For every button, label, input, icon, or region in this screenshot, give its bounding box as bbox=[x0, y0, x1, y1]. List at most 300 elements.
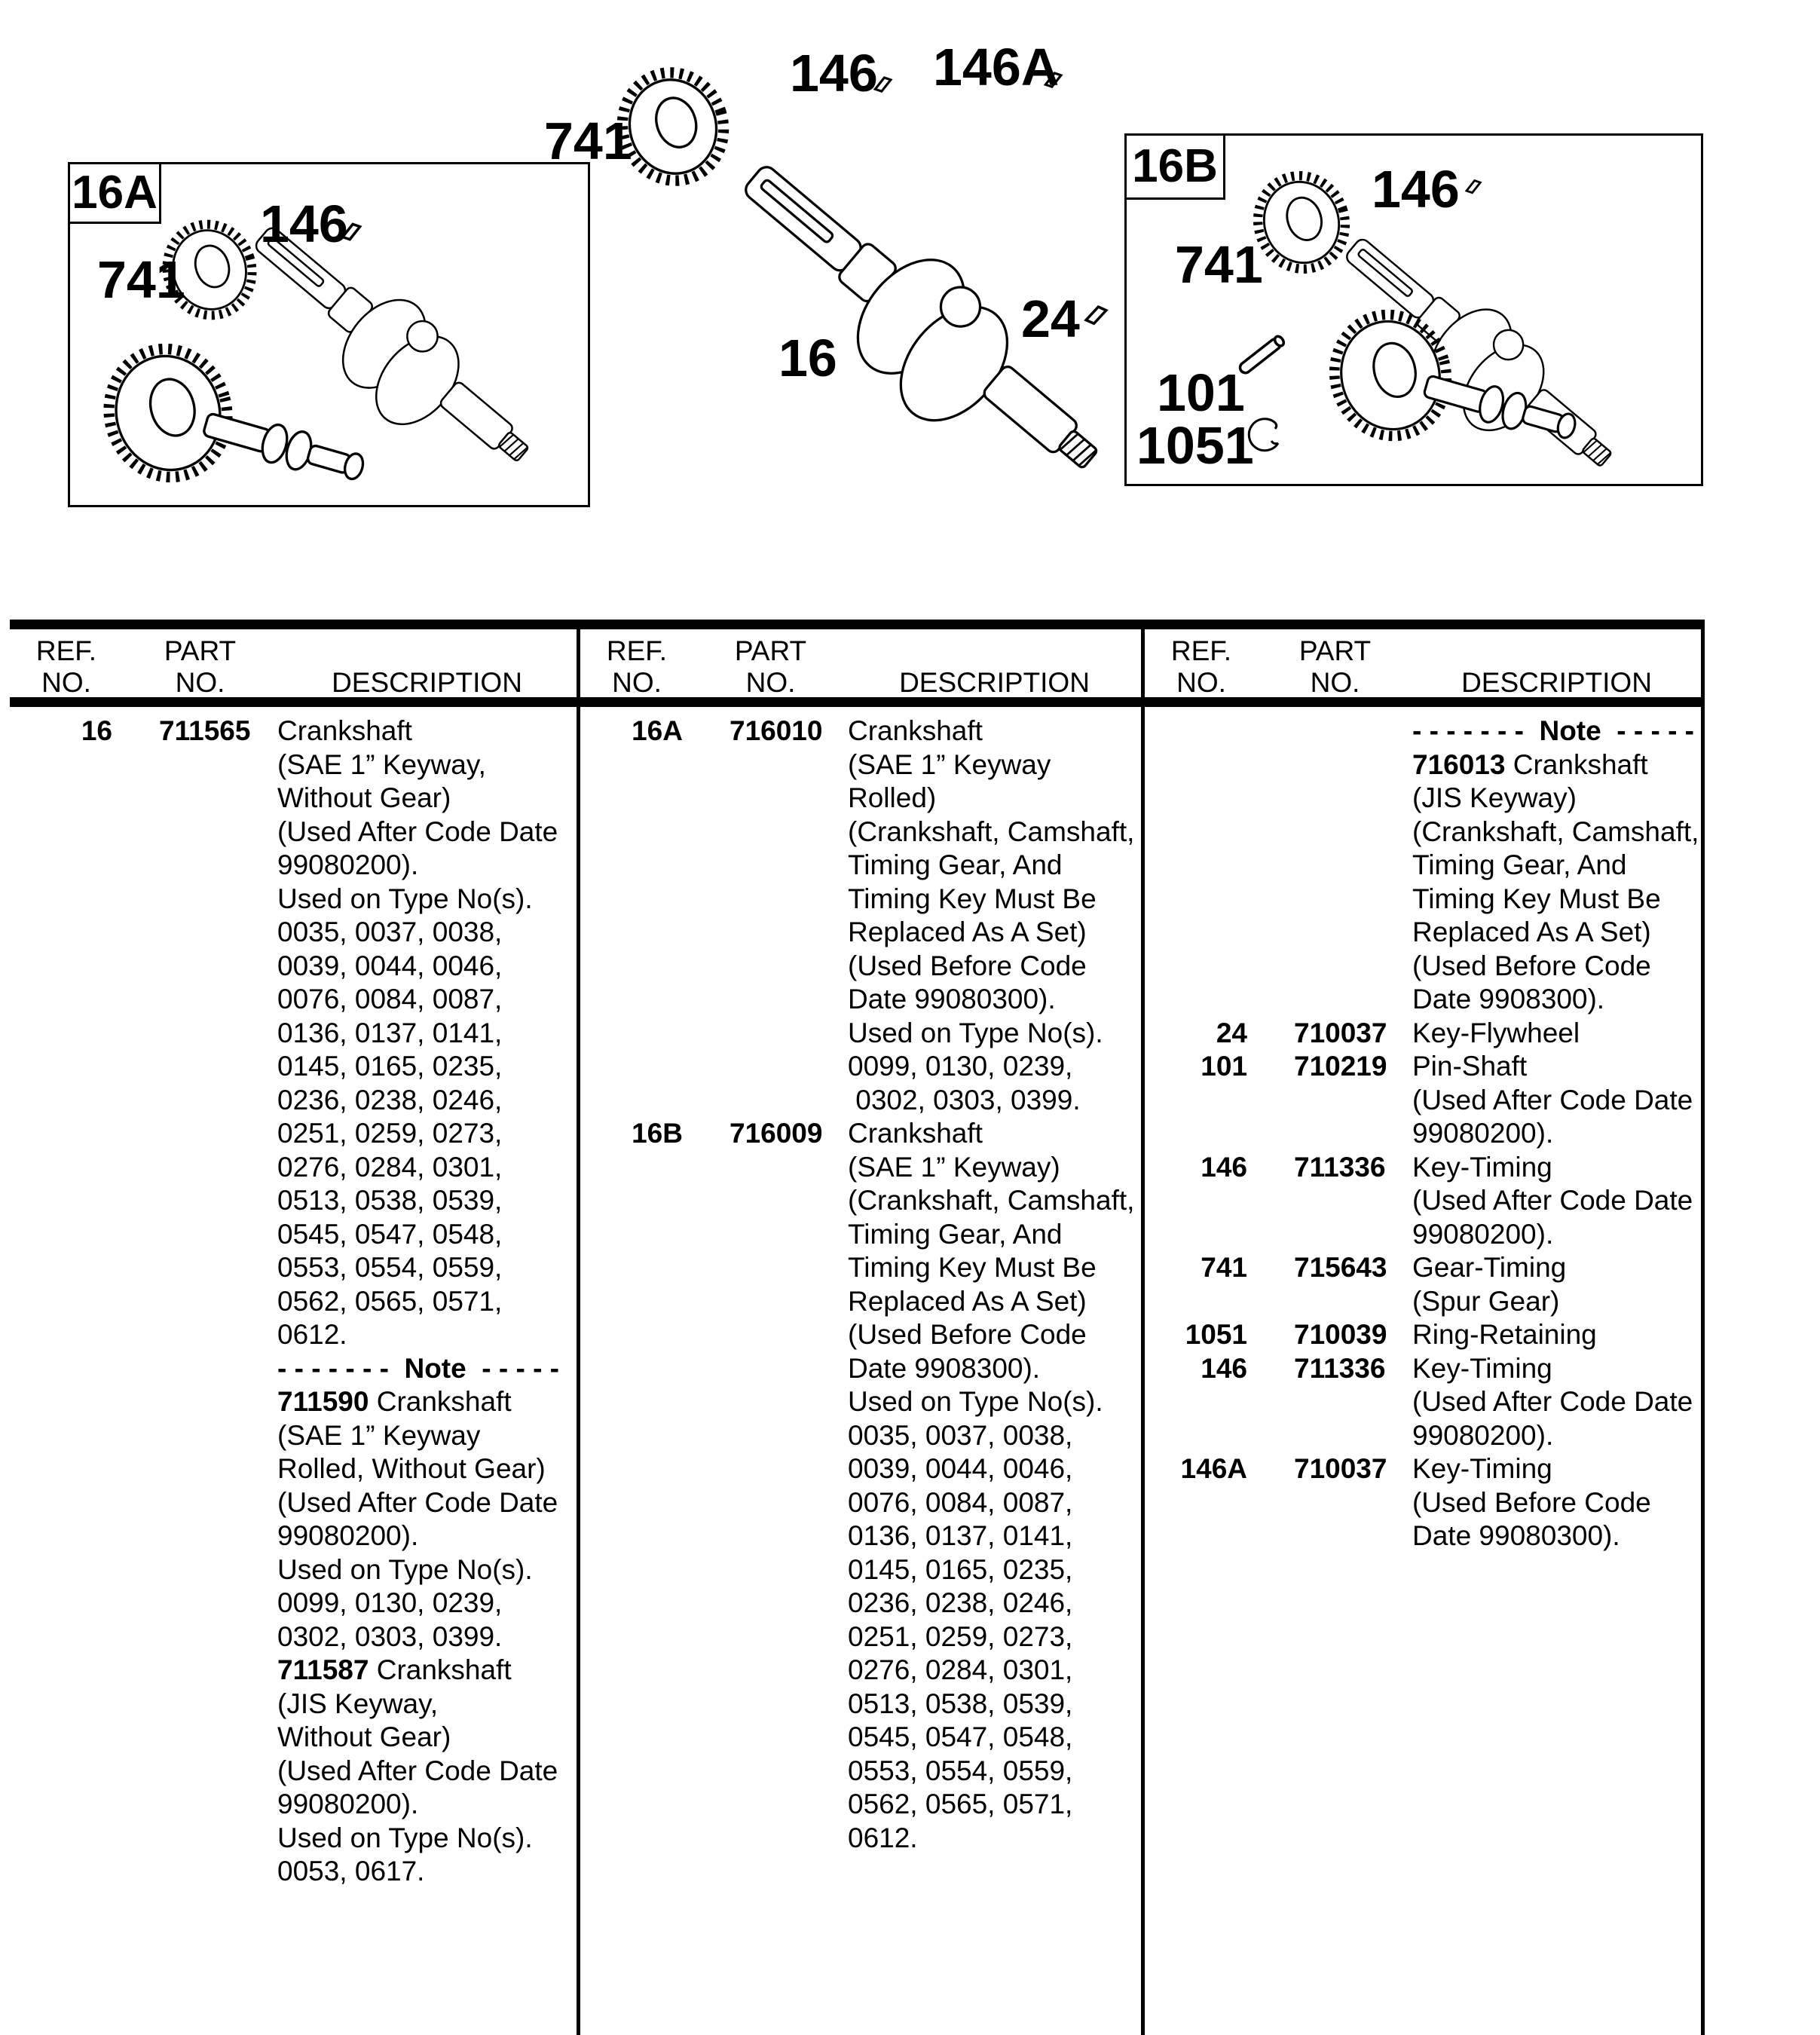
description-cell: 0099, 0130, 0239, bbox=[848, 1051, 1073, 1082]
table-row bbox=[1145, 1419, 1701, 1453]
part-no-cell bbox=[1258, 1184, 1412, 1218]
ref-no-cell bbox=[580, 883, 693, 917]
ref-no-cell bbox=[1145, 782, 1258, 816]
table-row bbox=[580, 1788, 1141, 1822]
table-row bbox=[580, 1654, 1141, 1688]
description-cell: 0145, 0165, 0235, bbox=[848, 1553, 1073, 1585]
ref-no-cell bbox=[1145, 950, 1258, 984]
diagram-box-16b bbox=[1124, 133, 1703, 486]
table-row bbox=[10, 1385, 577, 1419]
part-no-cell bbox=[123, 1553, 277, 1587]
ref-no-cell bbox=[10, 1385, 123, 1419]
key-icon bbox=[1084, 305, 1109, 325]
ref-no-cell bbox=[10, 1587, 123, 1620]
description-cell: 0053, 0617. bbox=[277, 1856, 425, 1887]
ref-no-cell bbox=[10, 1519, 123, 1553]
description-cell: (SAE 1” Keyway bbox=[277, 1419, 481, 1451]
part-no-cell bbox=[123, 983, 277, 1017]
description-cell: 0612. bbox=[277, 1319, 347, 1350]
table-row bbox=[580, 1587, 1141, 1620]
part-no-cell bbox=[693, 1519, 848, 1553]
description-cell: Gear-Timing bbox=[1412, 1252, 1567, 1283]
description-cell: Key-Flywheel bbox=[1412, 1017, 1580, 1048]
description-cell: 0513, 0538, 0539, bbox=[277, 1185, 503, 1216]
part-no-cell bbox=[123, 1486, 277, 1520]
part-no-cell bbox=[123, 1352, 277, 1386]
part-no-cell bbox=[693, 1721, 848, 1755]
ref-no-header: REF. NO. bbox=[35, 635, 97, 698]
table-row bbox=[1145, 1352, 1701, 1386]
ref-no-cell bbox=[1145, 1285, 1258, 1319]
ref-no-cell bbox=[1145, 916, 1258, 950]
table-row bbox=[10, 1822, 577, 1856]
description-cell: 0145, 0165, 0235, bbox=[277, 1051, 503, 1082]
description-cell: 99080200). bbox=[1412, 1419, 1554, 1451]
part-no-cell bbox=[693, 1486, 848, 1520]
ref-no-cell bbox=[10, 1017, 123, 1051]
description-cell: (Used After Code Date bbox=[1412, 1084, 1693, 1115]
part-no-cell bbox=[1258, 1285, 1412, 1319]
part-no-cell bbox=[123, 1822, 277, 1856]
part-no-cell bbox=[693, 1084, 848, 1118]
ref-no-cell bbox=[10, 1419, 123, 1453]
part-no-cell bbox=[1258, 782, 1412, 816]
description-cell: Crankshaft bbox=[848, 1118, 983, 1149]
ref-no-cell bbox=[580, 983, 693, 1017]
callout-741: 741 bbox=[544, 112, 632, 170]
ref-no-cell bbox=[10, 1452, 123, 1486]
part-no-cell bbox=[123, 1218, 277, 1252]
part-no-cell bbox=[123, 1620, 277, 1654]
description-cell: 0251, 0259, 0273, bbox=[848, 1620, 1073, 1652]
description-cell: 0513, 0538, 0539, bbox=[848, 1688, 1073, 1719]
camshaft-icon bbox=[95, 335, 368, 490]
table-row bbox=[10, 1117, 577, 1151]
ref-no-cell bbox=[1145, 748, 1258, 782]
table-row bbox=[1145, 782, 1701, 816]
ref-no-cell bbox=[10, 1486, 123, 1520]
part-no-cell bbox=[123, 1050, 277, 1084]
part-no-cell bbox=[693, 983, 848, 1017]
part-no-cell bbox=[123, 1788, 277, 1822]
ref-no-cell bbox=[10, 1251, 123, 1285]
description-cell: Key-Timing bbox=[1412, 1453, 1552, 1484]
table-row bbox=[10, 1788, 577, 1822]
ref-no-cell bbox=[580, 1553, 693, 1587]
description-cell: 0236, 0238, 0246, bbox=[848, 1587, 1073, 1618]
part-no-cell bbox=[1258, 883, 1412, 917]
ref-no-cell bbox=[580, 748, 693, 782]
description-cell: Timing Key Must Be bbox=[848, 883, 1097, 914]
ref-no-cell bbox=[1145, 883, 1258, 917]
callout-146: 146 bbox=[1372, 160, 1460, 219]
part-no-cell bbox=[1258, 916, 1412, 950]
ref-no-cell bbox=[580, 1755, 693, 1789]
part-no-cell bbox=[693, 1151, 848, 1185]
part-no-cell bbox=[693, 1755, 848, 1789]
part-no-cell bbox=[1258, 1117, 1412, 1151]
ref-no-cell bbox=[10, 983, 123, 1017]
table-row bbox=[10, 883, 577, 917]
description-cell: Pin-Shaft bbox=[1412, 1051, 1528, 1082]
part-no-cell bbox=[123, 1318, 277, 1352]
ref-no-cell bbox=[10, 1117, 123, 1151]
ref-no-cell bbox=[580, 1285, 693, 1319]
table-row bbox=[10, 1855, 577, 1889]
part-no-cell bbox=[123, 1117, 277, 1151]
table-row bbox=[580, 1519, 1141, 1553]
description-cell: 0039, 0044, 0046, bbox=[848, 1453, 1073, 1484]
part-no-cell: 716009 bbox=[730, 1118, 823, 1149]
table-row bbox=[10, 1017, 577, 1051]
table-row bbox=[10, 1553, 577, 1587]
table-row bbox=[580, 1151, 1141, 1185]
part-no-cell bbox=[693, 1452, 848, 1486]
ref-no-cell bbox=[10, 1755, 123, 1789]
callout-146: 146 bbox=[790, 44, 878, 103]
column-header bbox=[10, 635, 577, 699]
part-no-cell: 711565 bbox=[159, 715, 251, 746]
description-cell: 0035, 0037, 0038, bbox=[848, 1419, 1073, 1451]
part-no-cell bbox=[1258, 1218, 1412, 1252]
part-no-cell bbox=[123, 1251, 277, 1285]
ref-no-cell bbox=[580, 1251, 693, 1285]
ref-no-cell bbox=[10, 1721, 123, 1755]
table-row bbox=[580, 1050, 1141, 1084]
part-no-cell bbox=[693, 1553, 848, 1587]
table-row bbox=[10, 849, 577, 883]
table-row bbox=[580, 1553, 1141, 1587]
part-no-cell bbox=[123, 1519, 277, 1553]
description-cell: (JIS Keyway, bbox=[277, 1688, 439, 1719]
description-cell: Rolled, Without Gear) bbox=[277, 1453, 546, 1484]
ref-no-cell: 16B bbox=[632, 1118, 683, 1149]
table-row bbox=[1145, 748, 1701, 782]
callout-741: 741 bbox=[97, 250, 185, 309]
ref-no-header: REF. NO. bbox=[1170, 635, 1232, 698]
description-cell: (Used After Code Date bbox=[277, 1755, 558, 1786]
callout-16: 16 bbox=[778, 329, 837, 387]
table-row bbox=[580, 1251, 1141, 1285]
table-row bbox=[580, 1452, 1141, 1486]
description-header: DESCRIPTION bbox=[1461, 667, 1652, 698]
description-cell: Date 9908300). bbox=[848, 1352, 1041, 1384]
part-no-cell bbox=[693, 1218, 848, 1252]
table-top-border bbox=[10, 620, 1705, 629]
part-no-cell bbox=[693, 1822, 848, 1856]
diagram-box-16a bbox=[68, 162, 590, 507]
table-row bbox=[1145, 1218, 1701, 1252]
ref-no-cell bbox=[580, 1151, 693, 1185]
description-cell: Without Gear) bbox=[277, 782, 451, 813]
description-cell: Used on Type No(s). bbox=[848, 1386, 1103, 1417]
part-no-cell bbox=[123, 916, 277, 950]
part-no-cell bbox=[1258, 748, 1412, 782]
ref-no-cell bbox=[10, 1553, 123, 1587]
table-row bbox=[580, 1620, 1141, 1654]
table-row bbox=[580, 1385, 1141, 1419]
ref-no-cell bbox=[1145, 816, 1258, 849]
table-row bbox=[10, 1318, 577, 1352]
description-cell: Date 99080300). bbox=[1412, 1520, 1620, 1551]
description-cell: Key-Timing bbox=[1412, 1151, 1552, 1183]
ref-no-cell bbox=[10, 1285, 123, 1319]
part-no-cell bbox=[693, 1587, 848, 1620]
ref-no-cell bbox=[10, 916, 123, 950]
ref-no-cell bbox=[580, 1084, 693, 1118]
pin-icon bbox=[1238, 335, 1286, 375]
ref-no-cell bbox=[10, 950, 123, 984]
table-row bbox=[1145, 1117, 1701, 1151]
diagram-middle-16 bbox=[528, 30, 1123, 491]
description-cell: Timing Gear, And bbox=[1412, 849, 1627, 880]
ref-no-cell bbox=[580, 1352, 693, 1386]
part-no-cell bbox=[693, 916, 848, 950]
table-row bbox=[1145, 950, 1701, 984]
ref-no-cell bbox=[1145, 1084, 1258, 1118]
table-row bbox=[1145, 1050, 1701, 1084]
ref-no-cell bbox=[580, 1721, 693, 1755]
part-no-cell bbox=[693, 1688, 848, 1721]
table-row bbox=[1145, 1184, 1701, 1218]
part-no-cell bbox=[693, 1385, 848, 1419]
part-no-cell bbox=[123, 1385, 277, 1419]
part-no-cell: 715643 bbox=[1294, 1252, 1387, 1283]
description-cell: (Spur Gear) bbox=[1412, 1285, 1560, 1317]
part-no-cell bbox=[1258, 950, 1412, 984]
table-row bbox=[10, 1452, 577, 1486]
ref-no-cell: 16A bbox=[632, 715, 683, 746]
table-right-border bbox=[1701, 620, 1705, 2035]
table-row bbox=[10, 1184, 577, 1218]
parts-list-column-1 bbox=[10, 715, 577, 1889]
description-cell: (Used After Code Date bbox=[277, 1486, 558, 1518]
ref-no-cell bbox=[10, 1788, 123, 1822]
description-cell: (Used Before Code bbox=[848, 950, 1087, 981]
ref-no-cell: 101 bbox=[1201, 1051, 1247, 1082]
description-cell: (Used After Code Date bbox=[1412, 1386, 1693, 1417]
ref-no-cell bbox=[10, 1184, 123, 1218]
table-row bbox=[1145, 1285, 1701, 1319]
description-cell: Timing Gear, And bbox=[848, 849, 1063, 880]
table-row bbox=[1145, 715, 1701, 748]
table-row bbox=[1145, 1519, 1701, 1553]
description-cell: Replaced As A Set) bbox=[848, 917, 1087, 947]
table-row bbox=[10, 715, 577, 748]
table-row bbox=[1145, 1318, 1701, 1352]
part-no-cell: 710037 bbox=[1294, 1453, 1387, 1484]
table-row bbox=[1145, 1151, 1701, 1185]
ref-no-cell bbox=[1145, 1419, 1258, 1453]
table-row bbox=[10, 1419, 577, 1453]
ref-no-cell bbox=[1145, 1117, 1258, 1151]
part-no-cell bbox=[123, 1721, 277, 1755]
column-header bbox=[1145, 635, 1701, 699]
part-no-cell bbox=[693, 1620, 848, 1654]
part-no-cell bbox=[123, 950, 277, 984]
part-no-cell bbox=[123, 782, 277, 816]
table-row bbox=[580, 816, 1141, 849]
table-row bbox=[10, 1084, 577, 1118]
part-no-cell bbox=[693, 1419, 848, 1453]
ref-no-cell: 146 bbox=[1201, 1352, 1247, 1384]
description-cell: Used on Type No(s). bbox=[277, 1822, 533, 1853]
description-cell: (Crankshaft, Camshaft, bbox=[848, 816, 1135, 847]
part-no-header: PART NO. bbox=[1298, 635, 1372, 698]
description-cell: Date 99080300). bbox=[848, 984, 1056, 1014]
part-no-cell bbox=[1258, 1385, 1412, 1419]
table-row bbox=[10, 950, 577, 984]
ref-no-cell: 146 bbox=[1201, 1151, 1247, 1183]
part-no-cell bbox=[693, 816, 848, 849]
part-no-cell bbox=[693, 1050, 848, 1084]
description-cell: Without Gear) bbox=[277, 1721, 451, 1752]
description-cell: (Used Before Code bbox=[1412, 950, 1651, 981]
part-no-cell bbox=[693, 1318, 848, 1352]
description-cell: 0136, 0137, 0141, bbox=[848, 1520, 1073, 1551]
description-cell: (SAE 1” Keyway, bbox=[277, 748, 486, 780]
description-cell: 0251, 0259, 0273, bbox=[277, 1118, 503, 1149]
description-cell: (Used After Code Date bbox=[277, 816, 558, 847]
table-row bbox=[580, 782, 1141, 816]
table-row bbox=[10, 1721, 577, 1755]
table-row bbox=[10, 748, 577, 782]
part-no-cell bbox=[123, 1419, 277, 1453]
ref-no-cell: 1051 bbox=[1185, 1319, 1247, 1350]
table-row bbox=[1145, 1486, 1701, 1520]
callout-146: 146 bbox=[260, 194, 348, 253]
description-cell: 0076, 0084, 0087, bbox=[848, 1486, 1073, 1518]
description-cell: 0039, 0044, 0046, bbox=[277, 950, 503, 981]
ref-no-cell bbox=[580, 1218, 693, 1252]
table-row bbox=[10, 1050, 577, 1084]
description-cell: Date 9908300). bbox=[1412, 984, 1605, 1014]
part-no-cell bbox=[693, 1017, 848, 1051]
table-row bbox=[10, 1519, 577, 1553]
description-cell: 0562, 0565, 0571, bbox=[848, 1789, 1073, 1819]
part-no-cell bbox=[123, 1755, 277, 1789]
part-no-cell bbox=[123, 1587, 277, 1620]
part-no-cell: 710037 bbox=[1294, 1017, 1387, 1048]
description-cell: 0136, 0137, 0141, bbox=[277, 1017, 503, 1048]
ref-no-cell bbox=[580, 1519, 693, 1553]
table-row bbox=[1145, 1385, 1701, 1419]
part-no-cell bbox=[1258, 816, 1412, 849]
table-row bbox=[580, 1285, 1141, 1319]
description-cell: 99080200). bbox=[277, 1789, 419, 1819]
description-cell: 0545, 0547, 0548, bbox=[277, 1218, 503, 1250]
description-cell: (Crankshaft, Camshaft, bbox=[1412, 816, 1699, 847]
part-no-cell bbox=[693, 1788, 848, 1822]
callout-101: 101 bbox=[1157, 363, 1245, 422]
description-cell: Timing Key Must Be bbox=[848, 1252, 1097, 1283]
table-row bbox=[580, 1755, 1141, 1789]
description-cell: Key-Timing bbox=[1412, 1352, 1552, 1384]
part-no-cell bbox=[693, 1251, 848, 1285]
part-no-cell bbox=[1258, 715, 1412, 748]
table-row bbox=[1145, 916, 1701, 950]
ref-no-cell bbox=[1145, 1218, 1258, 1252]
description-cell: (Used Before Code bbox=[848, 1319, 1087, 1350]
table-row bbox=[10, 1620, 577, 1654]
callout-1051: 1051 bbox=[1136, 416, 1254, 475]
description-cell: Rolled) bbox=[848, 782, 937, 813]
diagram-label-16a: 16A bbox=[68, 162, 161, 224]
table-row bbox=[1145, 1251, 1701, 1285]
table-row bbox=[580, 983, 1141, 1017]
part-no-cell bbox=[123, 1017, 277, 1051]
part-no-cell bbox=[123, 849, 277, 883]
description-cell: (Used Before Code bbox=[1412, 1486, 1651, 1518]
part-no-cell bbox=[693, 1654, 848, 1688]
table-row bbox=[580, 1419, 1141, 1453]
description-cell: 0302, 0303, 0399. bbox=[848, 1084, 1081, 1115]
ref-no-cell bbox=[10, 1050, 123, 1084]
callout-741: 741 bbox=[1175, 235, 1263, 294]
ref-no-cell: 16 bbox=[81, 715, 112, 746]
description-cell: 0076, 0084, 0087, bbox=[277, 984, 503, 1014]
ref-no-cell bbox=[10, 816, 123, 849]
part-no-cell bbox=[1258, 1519, 1412, 1553]
table-row bbox=[1145, 1017, 1701, 1051]
ref-no-cell bbox=[580, 1587, 693, 1620]
table-row bbox=[580, 1017, 1141, 1051]
description-cell: - - - - - - - Note - - - - - bbox=[1412, 715, 1694, 746]
description-cell: (JIS Keyway) bbox=[1412, 782, 1577, 813]
description-cell: Used on Type No(s). bbox=[848, 1017, 1103, 1048]
ref-no-cell bbox=[10, 1822, 123, 1856]
table-row bbox=[1145, 816, 1701, 849]
part-no-cell: 710039 bbox=[1294, 1319, 1387, 1350]
part-no-cell bbox=[693, 849, 848, 883]
table-row bbox=[10, 1251, 577, 1285]
description-cell: 0553, 0554, 0559, bbox=[277, 1252, 503, 1283]
part-no-cell bbox=[123, 1151, 277, 1185]
table-row bbox=[10, 1218, 577, 1252]
ref-no-cell bbox=[10, 1855, 123, 1889]
description-cell: 711587 Crankshaft bbox=[277, 1654, 512, 1685]
table-row bbox=[580, 1352, 1141, 1386]
description-cell: 99080200). bbox=[1412, 1218, 1554, 1250]
description-cell: 716013 Crankshaft bbox=[1412, 748, 1648, 780]
description-cell: - - - - - - - Note - - - - - bbox=[277, 1352, 559, 1384]
ref-no-cell bbox=[580, 1419, 693, 1453]
diagram-label-16b: 16B bbox=[1124, 133, 1225, 200]
part-no-cell bbox=[123, 883, 277, 917]
table-row bbox=[580, 883, 1141, 917]
table-row bbox=[10, 1285, 577, 1319]
ref-no-cell bbox=[580, 782, 693, 816]
table-row bbox=[580, 1688, 1141, 1721]
part-no-cell bbox=[123, 816, 277, 849]
description-cell: 99080200). bbox=[277, 1520, 419, 1551]
part-no-cell bbox=[693, 1285, 848, 1319]
description-cell: 0553, 0554, 0559, bbox=[848, 1755, 1073, 1786]
table-row bbox=[10, 1151, 577, 1185]
table-row bbox=[580, 1084, 1141, 1118]
ref-no-cell bbox=[580, 1452, 693, 1486]
ref-no-cell bbox=[580, 1822, 693, 1856]
part-no-cell bbox=[693, 1352, 848, 1386]
description-cell: Timing Gear, And bbox=[848, 1218, 1063, 1250]
ref-no-cell bbox=[10, 1318, 123, 1352]
description-cell: (SAE 1” Keyway bbox=[848, 748, 1051, 780]
ref-no-cell bbox=[580, 1017, 693, 1051]
table-row bbox=[10, 782, 577, 816]
description-cell: 0099, 0130, 0239, bbox=[277, 1587, 503, 1618]
table-row bbox=[580, 1486, 1141, 1520]
table-row bbox=[580, 1117, 1141, 1151]
